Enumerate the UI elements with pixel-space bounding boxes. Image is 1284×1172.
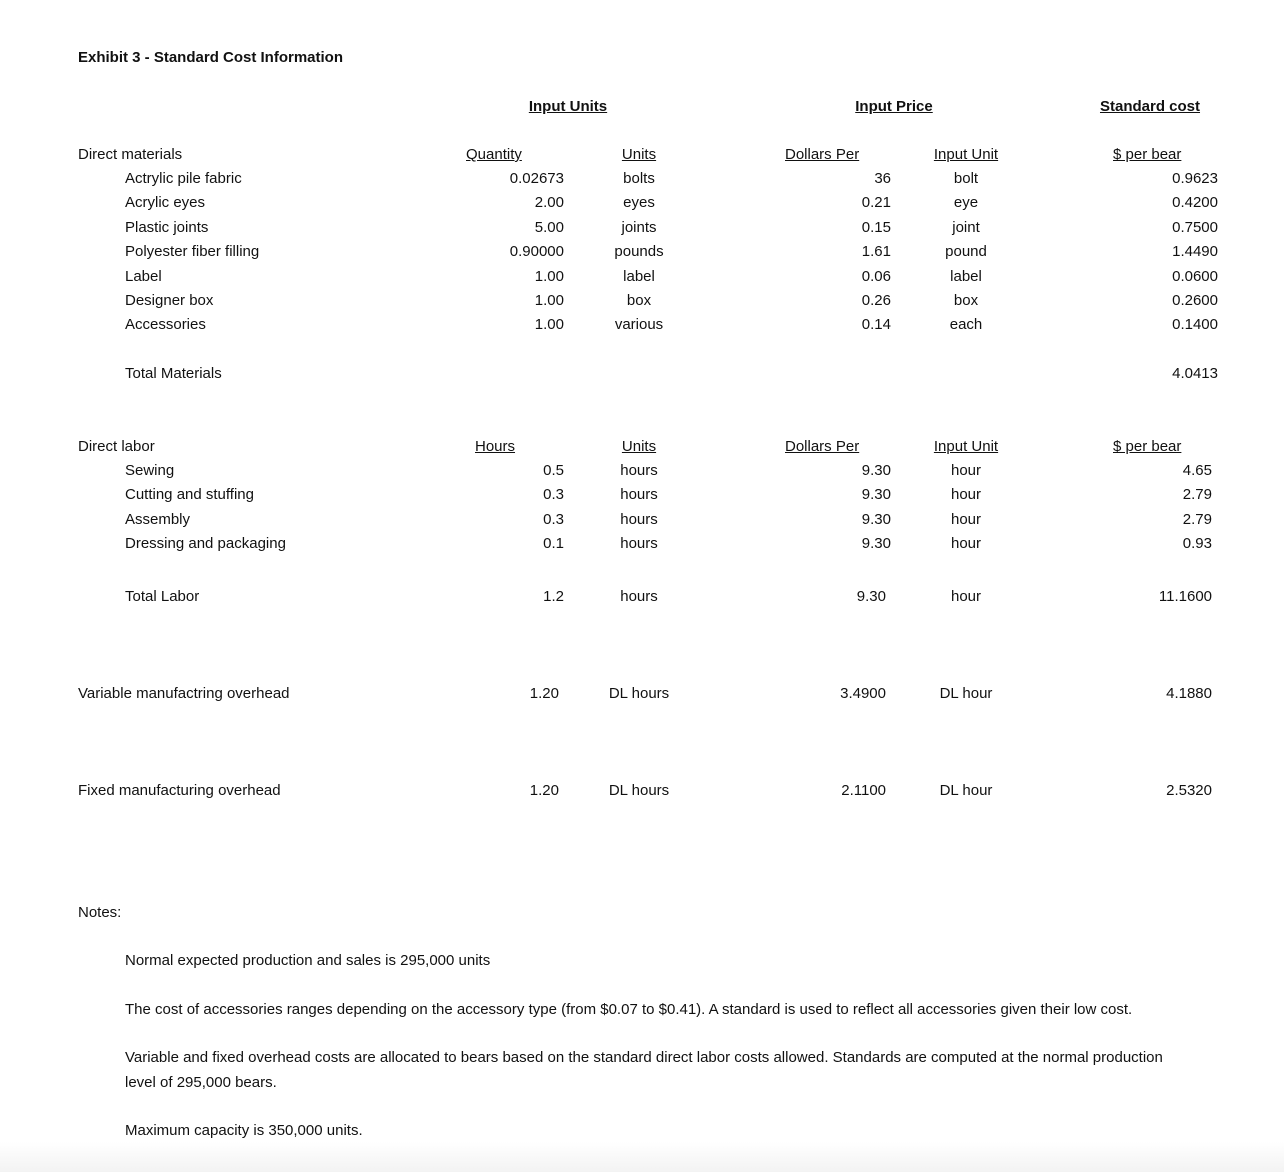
row-cost: 0.4200 bbox=[1172, 194, 1218, 212]
labor-units-column-header: Units bbox=[621, 438, 657, 455]
note-capacity: Maximum capacity is 350,000 units. bbox=[125, 1122, 363, 1139]
row-cost: 1.4490 bbox=[1172, 243, 1218, 261]
row-input-unit: bolt bbox=[953, 170, 979, 187]
fixed-overhead-rate: 2.1100 bbox=[841, 782, 886, 799]
row-label: Designer box bbox=[125, 292, 214, 309]
variable-overhead-units: DL hours bbox=[608, 685, 670, 702]
row-quantity: 0.90000 bbox=[509, 243, 564, 261]
row-units: hours bbox=[620, 486, 658, 504]
row-price: 9.30 bbox=[861, 534, 891, 552]
quantity-column-header: Quantity bbox=[466, 146, 522, 163]
total-labor-unit: hour bbox=[950, 588, 982, 605]
row-label: Dressing and packaging bbox=[125, 534, 286, 552]
labor-dollars-per-column-header: Dollars Per bbox=[785, 438, 860, 455]
row-cost: 4.65 bbox=[1182, 462, 1212, 479]
variable-overhead-qty: 1.20 bbox=[529, 685, 559, 702]
row-quantity: 5.00 bbox=[534, 218, 564, 236]
row-cost: 0.2600 bbox=[1172, 292, 1218, 309]
labor-input-unit-column-header: Input Unit bbox=[933, 438, 999, 455]
row-units: pounds bbox=[614, 243, 664, 261]
row-cost: 0.0600 bbox=[1172, 267, 1218, 285]
note-overhead-allocation: Variable and fixed overhead costs are allocated to bears based on the standard direct labor costs allowed. Standards are computed at the normal production bbox=[125, 1049, 1163, 1066]
row-price: 36 bbox=[874, 170, 891, 187]
variable-overhead-rate: 3.4900 bbox=[840, 685, 886, 702]
row-label: Actrylic pile fabric bbox=[125, 170, 242, 187]
row-units: joints bbox=[621, 218, 657, 236]
row-label: Plastic joints bbox=[125, 218, 209, 236]
row-cost: 2.79 bbox=[1182, 486, 1212, 504]
exhibit-title: Exhibit 3 - Standard Cost Information bbox=[78, 49, 344, 66]
row-cost: 0.93 bbox=[1182, 534, 1212, 552]
row-quantity: 1.00 bbox=[534, 267, 564, 285]
notes-label: Notes: bbox=[78, 904, 122, 921]
variable-overhead-cost: 4.1880 bbox=[1166, 685, 1212, 702]
row-input-unit: hour bbox=[950, 486, 982, 504]
total-materials-cost: 4.0413 bbox=[1172, 365, 1218, 382]
row-input-unit: each bbox=[949, 316, 983, 334]
row-units: bolts bbox=[623, 170, 655, 187]
total-labor-label: Total Labor bbox=[125, 588, 200, 605]
row-input-unit: box bbox=[953, 292, 979, 309]
row-label: Cutting and stuffing bbox=[125, 486, 254, 504]
row-units: hours bbox=[620, 534, 658, 552]
row-input-unit: hour bbox=[950, 534, 982, 552]
row-price: 1.61 bbox=[861, 243, 891, 261]
row-label: Accessories bbox=[125, 316, 206, 334]
row-cost: 2.79 bbox=[1182, 510, 1212, 528]
standard-cost-header: Standard cost bbox=[1099, 98, 1201, 115]
note-accessories: The cost of accessories ranges depending on the accessory type (from $0.07 to $0.41). A standard is used to reflect all accessories given their low cost. bbox=[125, 1001, 1133, 1018]
row-quantity: 0.5 bbox=[543, 462, 564, 479]
total-materials-label: Total Materials bbox=[125, 365, 222, 382]
note-production: Normal expected production and sales is 295,000 units bbox=[125, 952, 491, 969]
row-quantity: 1.00 bbox=[534, 292, 564, 309]
labor-per-bear-column-header: $ per bear bbox=[1113, 438, 1182, 455]
row-units: eyes bbox=[623, 194, 655, 212]
row-price: 0.26 bbox=[861, 292, 891, 309]
variable-overhead-unit: DL hour bbox=[939, 685, 993, 702]
row-input-unit: eye bbox=[953, 194, 979, 212]
row-price: 9.30 bbox=[861, 462, 891, 479]
row-input-unit: hour bbox=[950, 510, 982, 528]
fixed-overhead-units: DL hours bbox=[608, 782, 670, 799]
input-price-header: Input Price bbox=[855, 98, 933, 115]
row-price: 0.15 bbox=[861, 218, 891, 236]
row-quantity: 0.02673 bbox=[509, 170, 564, 187]
direct-materials-label: Direct materials bbox=[78, 146, 183, 163]
row-label: Polyester fiber filling bbox=[125, 243, 260, 261]
row-units: various bbox=[614, 316, 664, 334]
row-price: 9.30 bbox=[861, 510, 891, 528]
total-labor-cost: 11.1600 bbox=[1158, 588, 1212, 605]
row-input-unit: hour bbox=[950, 462, 982, 479]
direct-labor-label: Direct labor bbox=[78, 438, 155, 455]
row-cost: 0.7500 bbox=[1172, 218, 1218, 236]
fixed-overhead-cost: 2.5320 bbox=[1166, 782, 1212, 799]
input-units-header: Input Units bbox=[528, 98, 608, 115]
variable-overhead-label: Variable manufactring overhead bbox=[78, 685, 290, 702]
total-labor-rate: 9.30 bbox=[856, 588, 886, 605]
row-label: Label bbox=[125, 267, 162, 285]
row-quantity: 1.00 bbox=[534, 316, 564, 334]
row-label: Acrylic eyes bbox=[125, 194, 206, 212]
row-units: hours bbox=[620, 462, 658, 479]
hours-column-header: Hours bbox=[475, 438, 516, 455]
units-column-header: Units bbox=[621, 146, 657, 163]
row-quantity: 2.00 bbox=[534, 194, 564, 212]
row-price: 0.14 bbox=[861, 316, 891, 334]
fixed-overhead-qty: 1.20 bbox=[529, 782, 559, 799]
total-labor-hours: 1.2 bbox=[543, 588, 564, 605]
row-price: 0.06 bbox=[861, 267, 891, 285]
page-bottom-shadow bbox=[0, 1142, 1284, 1172]
row-quantity: 0.1 bbox=[543, 534, 564, 552]
fixed-overhead-label: Fixed manufacturing overhead bbox=[78, 782, 281, 799]
row-quantity: 0.3 bbox=[543, 510, 564, 528]
row-input-unit: joint bbox=[952, 218, 980, 236]
row-units: hours bbox=[620, 510, 658, 528]
row-input-unit: pound bbox=[945, 243, 987, 261]
row-cost: 0.9623 bbox=[1172, 170, 1218, 187]
fixed-overhead-unit: DL hour bbox=[939, 782, 993, 799]
dollars-per-column-header: Dollars Per bbox=[785, 146, 860, 163]
row-price: 9.30 bbox=[861, 486, 891, 504]
row-price: 0.21 bbox=[861, 194, 891, 212]
total-labor-units: hours bbox=[620, 588, 658, 605]
row-quantity: 0.3 bbox=[543, 486, 564, 504]
row-units: box bbox=[626, 292, 652, 309]
row-label: Sewing bbox=[125, 462, 175, 479]
note-overhead-allocation-cont: level of 295,000 bears. bbox=[125, 1074, 277, 1091]
row-cost: 0.1400 bbox=[1172, 316, 1218, 334]
row-units: label bbox=[623, 267, 655, 285]
input-unit-column-header: Input Unit bbox=[933, 146, 999, 163]
per-bear-column-header: $ per bear bbox=[1113, 146, 1182, 163]
row-label: Assembly bbox=[125, 510, 191, 528]
row-input-unit: label bbox=[950, 267, 982, 285]
